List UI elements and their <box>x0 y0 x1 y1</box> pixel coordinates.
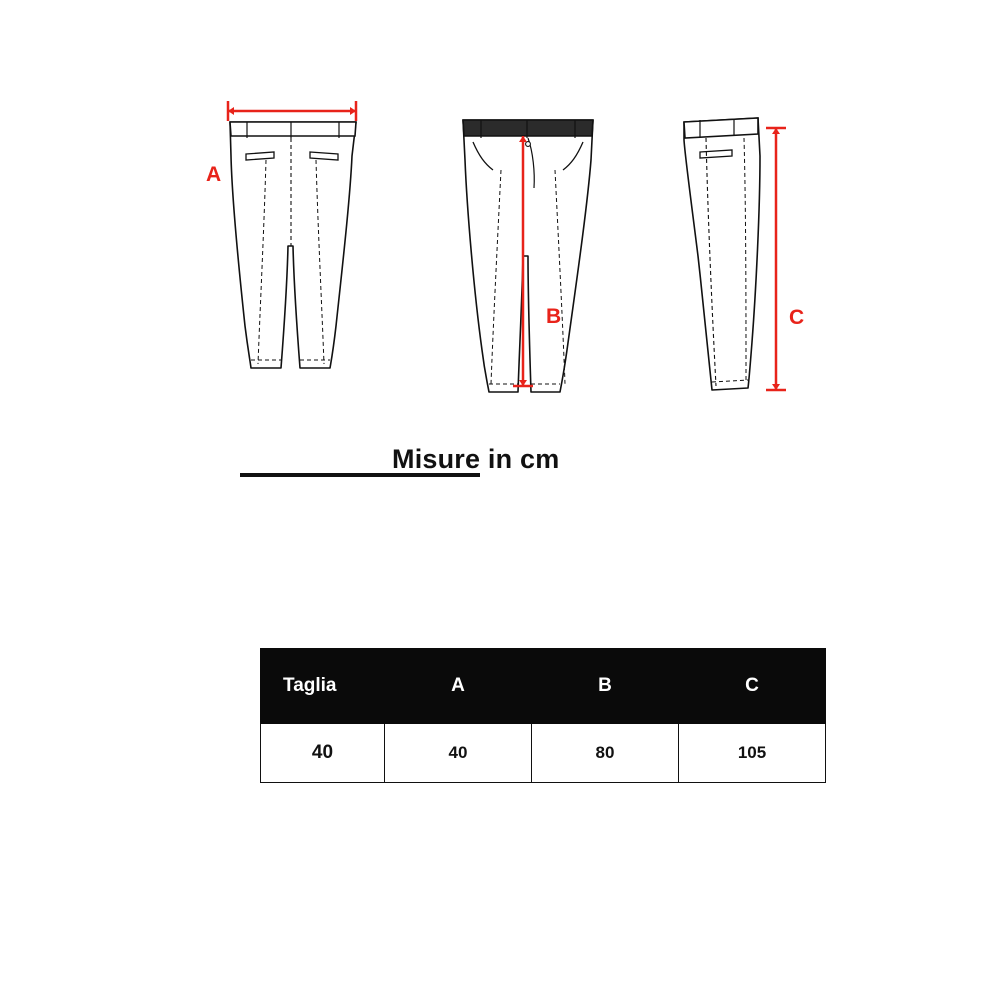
cell-b: 80 <box>532 724 679 783</box>
header-taglia: Taglia <box>261 649 385 724</box>
trousers-front-detail-illustration <box>435 60 625 405</box>
header-b: B <box>532 649 679 724</box>
cell-a: 40 <box>385 724 532 783</box>
header-c: C <box>679 649 826 724</box>
trousers-side-illustration <box>660 60 850 405</box>
measure-label-c: C <box>789 306 805 329</box>
table-header-row <box>261 649 826 724</box>
cell-taglia: 40 <box>261 724 385 783</box>
size-table-body <box>261 724 826 783</box>
size-table-head <box>261 649 826 724</box>
trousers-front-illustration <box>190 60 390 385</box>
header-a: A <box>385 649 532 724</box>
table-row <box>261 724 826 783</box>
caption-block <box>0 430 1000 500</box>
trousers-front-svg <box>190 60 390 380</box>
measure-label-a: A <box>206 163 222 186</box>
measure-label-b: B <box>546 305 562 328</box>
cell-c: 105 <box>679 724 826 783</box>
trousers-front-detail-svg <box>435 60 625 400</box>
caption-text: Misure in cm <box>392 444 560 474</box>
measurement-diagram <box>0 60 1000 430</box>
trousers-side-svg <box>660 60 850 400</box>
size-table <box>260 648 826 783</box>
